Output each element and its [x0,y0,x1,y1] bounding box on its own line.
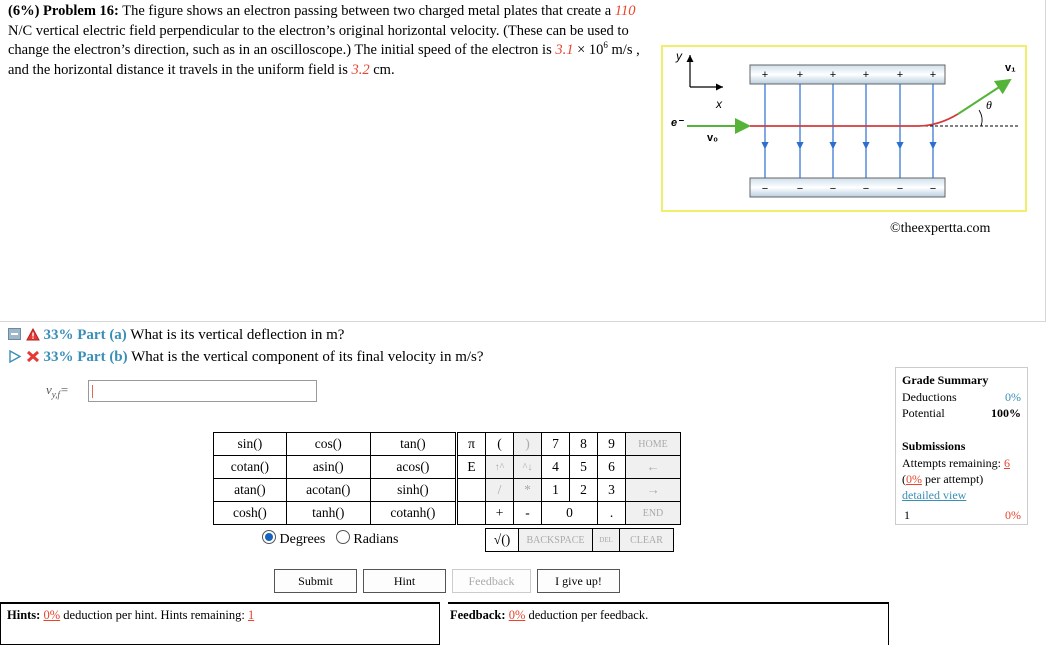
acotan-key[interactable]: acotan() [286,479,370,502]
y-axis-label: y [676,49,682,63]
home-key[interactable]: HOME [626,433,681,456]
attempts-remaining [902,456,1010,471]
plus-sign: + [796,69,804,81]
problem-text-2: N/C vertical electric field perpendicular to the electron’s original horizontal velocity. (These can be used to change the electron’s direction, such as in an oscilloscope.) The initial speed of the electron is [8,22,629,59]
sinh-key[interactable]: sinh() [370,479,455,502]
distance-value: 3.2 [351,61,370,78]
submission-score: 0% [1005,508,1021,522]
lparen-key[interactable]: ( [486,433,514,456]
submission-index: 1 [904,508,910,522]
degrees-radio[interactable] [262,530,276,544]
multiply-key[interactable]: * [514,479,542,502]
final-velocity-arrow [958,80,1010,114]
edit-keypad [485,528,674,552]
key-3[interactable]: 3 [598,479,626,502]
left-arrow-key[interactable]: ← [626,456,681,479]
field-value: 110 [614,3,636,19]
key-9[interactable]: 9 [598,433,626,456]
x-axis-label: x [716,97,722,111]
cos-key[interactable]: cos() [286,433,370,456]
feedback-pct: 0% [508,608,526,622]
answer-variable-subscript: y,f [51,389,61,400]
grade-summary-panel [895,367,1028,525]
feedback-text: deduction per feedback. [528,608,649,622]
plus-sign: + [896,69,904,81]
asin-key[interactable]: asin() [286,456,370,479]
clear-key[interactable]: CLEAR [620,529,674,552]
electron-path [750,114,958,126]
blank-key [458,502,486,525]
right-arrow-key[interactable]: → [626,479,681,502]
part-b-label: 33% Part (b) [43,349,128,365]
part-b-row[interactable] [8,349,484,366]
radians-radio[interactable] [336,530,350,544]
electron-plates-figure [661,45,1027,212]
backspace-key[interactable]: BACKSPACE [519,529,593,552]
answer-equals: = [60,382,69,397]
bottom-plate [750,178,945,197]
hints-text: deduction per hint. Hints remaining: [63,608,245,622]
e-key[interactable]: E [458,456,486,479]
atan-key[interactable]: atan() [214,479,287,502]
problem-text-4: m/s , and the horizontal distance it travels in the uniform field is [8,42,640,78]
key-5[interactable]: 5 [570,456,598,479]
cotanh-key[interactable]: cotanh() [370,502,455,525]
v1-label: v₁ [1005,62,1016,74]
radians-label: Radians [353,532,399,547]
exponent: 6 [603,40,608,51]
answer-variable [46,382,69,400]
hints-label: Hints: [7,608,41,622]
plus-sign: + [829,69,837,81]
per-attempt: (0% per attempt) [902,472,984,486]
hints-bar [0,602,440,645]
key-1[interactable]: 1 [542,479,570,502]
tanh-key[interactable]: tanh() [286,502,370,525]
tan-key[interactable]: tan() [370,433,455,456]
minus-sign: − [796,183,804,195]
field-lines [765,84,933,178]
part-a-question: What is its vertical deflection in m? [130,327,345,343]
wrong-x-icon [26,350,40,363]
plate-charges [762,69,936,195]
plus-sign: + [929,69,937,81]
minus-key[interactable]: - [514,502,542,525]
top-plate [750,65,945,84]
dot-key[interactable]: . [598,502,626,525]
electron-label: e⁻ [671,117,683,129]
warning-icon [26,328,40,341]
minus-sign: − [829,183,837,195]
end-key[interactable]: END [626,502,681,525]
problem-text-3: × 10 [577,42,604,59]
plus-key[interactable]: + [486,502,514,525]
rparen-key[interactable]: ) [514,433,542,456]
number-keypad [457,432,681,525]
deductions-value: 0% [1005,390,1021,404]
potential-label: Potential [902,406,945,420]
acos-key[interactable]: acos() [370,456,455,479]
del-key[interactable]: DEL [593,529,620,552]
function-keypad [213,432,456,525]
divide-key[interactable]: / [486,479,514,502]
deductions-label: Deductions [902,390,957,404]
key-8[interactable]: 8 [570,433,598,456]
pi-key[interactable]: π [458,433,486,456]
up-key[interactable]: ↑^ [486,456,514,479]
part-b-question: What is the vertical component of its final velocity in m/s? [131,349,484,365]
key-2[interactable]: 2 [570,479,598,502]
give-up-button[interactable]: I give up! [537,569,620,593]
problem-header: (6%) Problem 16: [8,3,119,19]
axes [690,55,723,87]
problem-statement [8,2,653,80]
minus-sign: − [896,183,904,195]
expand-arrow-icon[interactable] [8,350,22,363]
grade-summary-title: Grade Summary [902,373,989,387]
attempts-value: 6 [1003,456,1010,470]
minus-sign: − [862,183,870,195]
potential-value: 100% [991,406,1021,420]
plus-sign: + [761,69,769,81]
hint-button[interactable]: Hint [363,569,446,593]
hints-pct: 0% [43,608,61,622]
part-a-label: 33% Part (a) [43,327,127,343]
degrees-label: Degrees [279,532,326,547]
sin-key[interactable]: sin() [214,433,287,456]
key-4[interactable]: 4 [542,456,570,479]
minus-sign: − [929,183,937,195]
cotan-key[interactable]: cotan() [214,456,287,479]
feedback-label: Feedback: [450,608,506,622]
per-attempt-text: per attempt) [925,472,984,486]
theta-label: θ [986,98,992,112]
per-attempt-pct: 0% [906,472,922,486]
hints-remaining: 1 [247,608,255,622]
cosh-key[interactable]: cosh() [214,502,287,525]
minus-sign: − [761,183,769,195]
problem-text-1: The figure shows an electron passing between two charged metal plates that create a [122,3,612,19]
blank-key [458,479,486,502]
key-0[interactable]: 0 [542,502,598,525]
answer-variable-symbol: v [46,382,52,397]
angle-mode [262,530,398,548]
collapse-icon[interactable] [8,328,22,341]
speed-value: 3.1 [555,42,574,59]
plus-sign: + [862,69,870,81]
copyright: ©theexpertta.com [890,221,991,236]
problem-text-5: cm. [373,61,395,78]
submit-button[interactable]: Submit [274,569,357,593]
attempts-label: Attempts remaining: [902,456,1001,470]
power-key[interactable]: ^↓ [514,456,542,479]
v0-label: v₀ [707,132,719,144]
detailed-view-link[interactable]: detailed view [902,488,967,502]
feedback-button[interactable]: Feedback [452,569,531,593]
feedback-bar [448,602,889,645]
sqrt-key[interactable]: √() [486,529,519,552]
theta-arc [979,110,982,126]
part-a-row[interactable] [8,327,344,344]
key-6[interactable]: 6 [598,456,626,479]
answer-input[interactable] [88,380,317,402]
key-7[interactable]: 7 [542,433,570,456]
submissions-title: Submissions [902,439,966,453]
